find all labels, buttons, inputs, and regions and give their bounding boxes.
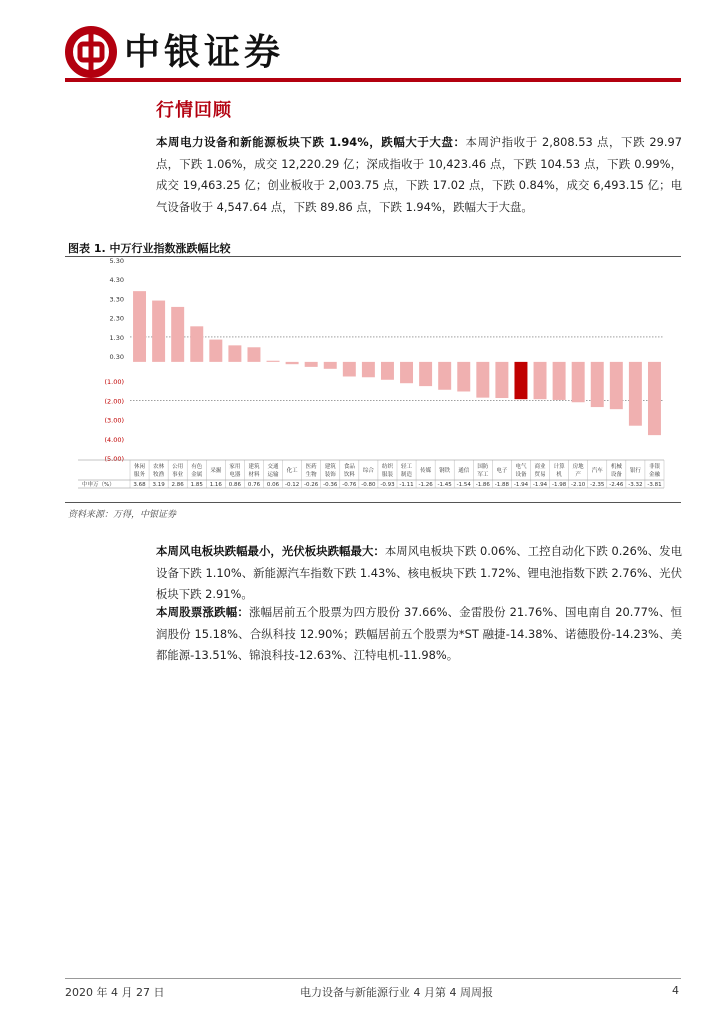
chart-bar [514,362,527,399]
category-label: 建筑装饰 [324,464,336,478]
y-tick-label: 5.30 [109,257,124,265]
category-label: 银行 [629,468,641,474]
category-label: 商业贸易 [534,464,546,478]
chart-bar [286,362,299,364]
chart-bar [190,326,203,362]
category-label: 机械设备 [610,464,622,478]
paragraph-lead: 本周风电板块跌幅最小，光伏板块跌幅最大： [156,544,385,558]
paragraph-body: 本周沪指收于 2,808.53 点，下跌 29.97 点，下跌 1.06%，成交 12,220.29 亿；深成指收于 10,423.46 点，下跌 104.53 点，下跌 0.99%，成交 19,463.25 亿；创业板收于 2,003.75 点，下跌 17.02 点，下跌 0.84%，成交 6,493.15 亿；电气设备收于 4,547.64 点，下跌 89.86 点，下跌 1.94%，跌幅大于大盘。 [156,135,683,214]
category-label: 房地产 [572,464,584,478]
brand-name: 中银证券 [124,31,285,73]
value-label: -1.54 [456,482,471,488]
chart-bar [343,362,356,377]
chart-bar [267,361,280,362]
chart-bar [228,345,241,362]
category-label: 家用电器 [229,464,241,478]
y-tick-label: 4.30 [109,276,124,285]
value-label: -0.76 [342,482,357,488]
chart-bar [419,362,432,386]
boc-logo-icon [65,26,117,78]
value-label: -2.35 [590,482,605,488]
chart-bar [438,362,451,390]
value-label: 1.16 [209,482,222,488]
chart-bar [495,362,508,398]
page-number: 4 [672,984,679,997]
value-label: 1.85 [190,482,203,488]
paragraph-body: 本周风电板块下跌 0.06%、工控自动化下跌 0.26%、发电设备下跌 1.10%、新能源汽车指数下跌 1.43%、核电板块下跌 1.72%、锂电池指数下跌 2.76%、光伏板块下跌 2.91%。 [156,544,682,601]
y-tick-label: 2.30 [109,314,124,323]
category-label: 国防军工 [477,464,489,478]
chart-bar [247,347,260,362]
figure-source: 资料来源：万得，中银证券 [68,510,177,520]
footer-date: 2020 年 4 月 27 日 [65,986,165,999]
category-label: 汽车 [591,468,603,474]
value-label: 2.86 [171,482,184,488]
y-tick-label: (3.00) [104,416,124,425]
sector-performance-paragraph [156,541,682,606]
chart-bar [324,362,337,369]
value-label: 0.86 [228,482,242,488]
paragraph-body: 涨幅居前五个股票为四方股份 37.66%、金雷股份 21.76%、国电南自 20.77%、恒润股份 15.18%、合纵科技 12.90%；跌幅居前五个股票为*ST 融捷-14.38%、诺德股份-14.23%、美都能源-13.51%、锦浪科技-12.63%、江特电机-11.98%。 [156,605,682,662]
value-label: -1.88 [494,482,510,488]
chart-bar [591,362,604,407]
y-tick-label: (4.00) [104,435,124,444]
paragraph-lead: 本周电力设备和新能源板块下跌 1.94%，跌幅大于大盘： [156,135,466,149]
chart-bar [305,362,318,367]
category-label: 建筑材料 [248,464,260,478]
chart-bar [572,362,585,402]
category-label: 传媒 [420,468,432,474]
category-label: 电子 [496,468,508,474]
chart-bar [610,362,623,409]
y-tick-label: 1.30 [109,333,124,342]
stock-performance-paragraph [156,602,682,667]
chart-bar [400,362,413,383]
value-label: -0.80 [361,482,376,488]
category-label: 电气设备 [515,464,527,478]
chart-bar [152,301,165,362]
category-label: 纺织服装 [381,464,393,478]
category-label: 非银金融 [648,464,660,478]
chart-bar [476,362,489,398]
chart-bar [209,340,222,362]
category-label: 休闲服务 [134,464,146,478]
value-label: -1.94 [532,482,548,488]
chart-bar [457,362,470,392]
category-label: 通信 [458,468,470,474]
chart-bar [133,291,146,362]
y-tick-label: 0.30 [109,353,124,362]
value-label: 3.68 [133,482,146,488]
category-label: 农林牧渔 [153,464,165,478]
value-label: -0.93 [380,482,395,488]
chart-bar [648,362,661,435]
value-label: -0.36 [323,482,338,488]
header-rule [65,78,681,82]
chart-bar [553,362,566,400]
footer-title: 电力设备与新能源行业 4 月第 4 周周报 [300,986,493,999]
y-tick-label: (2.00) [104,397,124,406]
value-label: 0.06 [266,482,280,488]
value-label: -1.45 [437,482,452,488]
value-label: -3.32 [628,482,643,488]
category-label: 采掘 [210,468,222,474]
figure-bottom-rule [65,502,681,503]
category-label: 交通运输 [267,464,279,478]
section-title: 行情回顾 [156,100,232,121]
value-label: -1.94 [513,482,529,488]
y-tick-label: 3.30 [109,295,124,304]
value-label: -1.86 [475,482,490,488]
value-label: -1.11 [399,482,414,488]
category-label: 医药生物 [305,464,317,478]
category-label: 公用事业 [172,464,184,478]
chart-bar [171,307,184,362]
table-row-label: 中申万（%） [82,482,115,488]
category-label: 有色金属 [191,464,203,478]
chart-bar [362,362,375,377]
category-label: 轻工制造 [401,464,413,478]
chart-bar [381,362,394,380]
value-label: -0.12 [284,482,300,488]
value-label: 3.19 [152,482,165,488]
category-label: 综合 [362,468,374,474]
value-label: 0.76 [247,482,261,488]
value-label: -2.10 [571,482,586,488]
value-label: -2.46 [609,482,624,488]
y-tick-label: (1.00) [104,378,124,387]
category-label: 化工 [286,468,298,474]
category-label: 钢铁 [439,468,451,474]
paragraph-lead: 本周股票涨跌幅： [156,605,250,619]
value-label: -3.81 [647,482,662,488]
value-label: -1.26 [418,482,433,488]
figure-title: 图表 1. 中万行业指数涨跌幅比较 [68,242,231,255]
category-label: 计算机 [553,464,565,478]
chart-bar [534,362,547,399]
market-review-paragraph [156,132,682,218]
category-label: 食品饮料 [343,464,355,478]
chart-bar [629,362,642,426]
value-label: -1.98 [551,482,567,488]
y-tick-label: (5.00) [104,455,124,463]
industry-index-bar-chart [68,252,668,494]
value-label: -0.26 [304,482,319,488]
footer-rule [65,978,681,979]
